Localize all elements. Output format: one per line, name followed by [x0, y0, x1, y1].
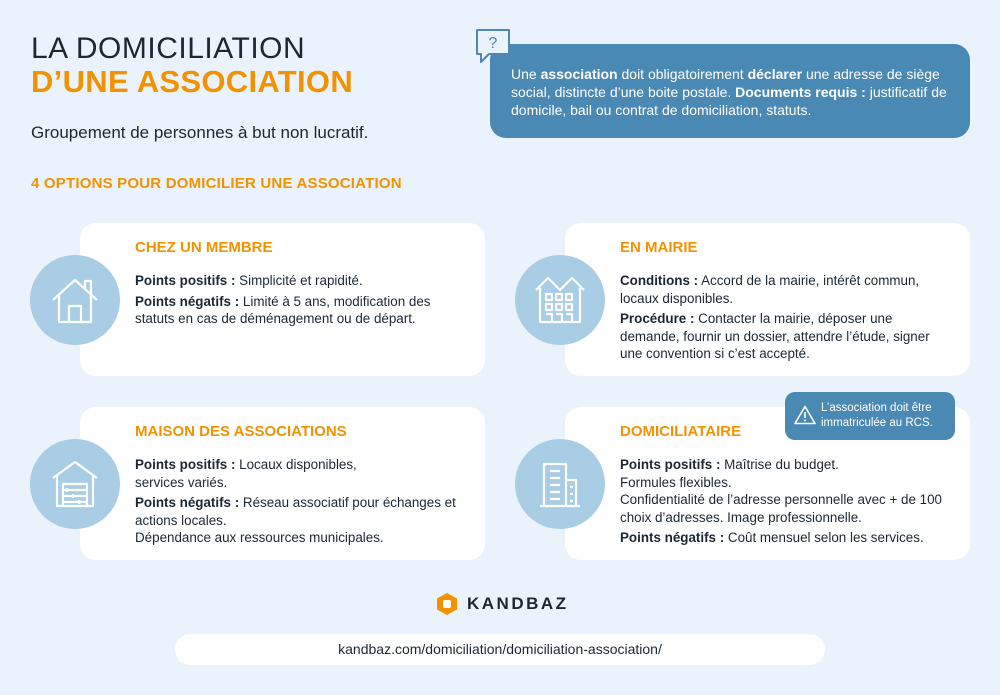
label-positive: Points positifs :: [135, 457, 236, 472]
office-building-icon: [532, 456, 588, 512]
label-negative: Points négatifs :: [135, 495, 240, 510]
warning-note: [785, 392, 955, 440]
label-positive: Points positifs :: [135, 273, 236, 288]
info-text: une adresse de siège social, distincte d’une boite postale.: [511, 66, 940, 100]
card-body: [135, 272, 470, 331]
text-positive: Locaux disponibles, services variés.: [135, 457, 357, 490]
text-procedure: Contacter la mairie, déposer une demande, fournir un dossier, attendre l’étude, signer une convention si c’est accepté.: [620, 311, 930, 361]
text-positive: Simplicité et rapidité.: [235, 273, 363, 288]
url-bar[interactable]: kandbaz.com/domiciliation/domiciliation-association/: [175, 634, 825, 665]
card-title: CHEZ UN MEMBRE: [135, 239, 273, 256]
logo-text: KANDBAZ: [467, 594, 569, 613]
label-negative: Points négatifs :: [620, 530, 725, 545]
label-negative: Points négatifs :: [135, 293, 240, 309]
text-positive: Maîtrise du budget.: [720, 457, 839, 472]
info-bold: Documents requis :: [735, 84, 866, 100]
label-conditions: Conditions :: [620, 273, 699, 288]
page-subtitle: Groupement de personnes à but non lucratif.: [31, 123, 369, 142]
text-negative-extra: Dépendance aux ressources municipales.: [135, 530, 384, 545]
icon-circle: [515, 439, 605, 529]
brand-logo: [435, 592, 569, 616]
text-negative: Limité à 5 ans, modification des statuts en cas de déménagement ou de départ.: [135, 293, 431, 326]
house-icon: [47, 272, 103, 328]
warning-text: L’association doit être immatriculée au RCS.: [821, 402, 933, 429]
info-text: justificatif de domicile, bail ou contrat de domiciliation, statuts.: [511, 84, 947, 118]
info-bold: association: [540, 66, 618, 82]
kandbaz-logo-icon: [435, 592, 459, 616]
icon-circle: [515, 255, 605, 345]
info-text: Une: [511, 66, 541, 82]
warehouse-icon: [47, 456, 103, 512]
text-conditions: Accord de la mairie, intérêt commun, locaux disponibles.: [620, 273, 920, 306]
info-bold: déclarer: [747, 66, 803, 82]
card-body: [135, 456, 465, 550]
page-title-line1: LA DOMICILIATION: [31, 32, 306, 65]
card-title: MAISON DES ASSOCIATIONS: [135, 423, 347, 440]
label-procedure: Procédure :: [620, 311, 695, 326]
card-body: [620, 456, 955, 550]
question-bubble-icon: [474, 28, 512, 64]
section-title: 4 OPTIONS POUR DOMICILIER UNE ASSOCIATION: [31, 175, 402, 192]
text-negative: Réseau associatif pour échanges et actions locales.: [135, 495, 456, 528]
text-positive-extra: Confidentialité de l’adresse personnelle avec + de 100 choix d’adresses. Image professionnelle.: [620, 492, 942, 525]
warning-icon: [794, 405, 816, 425]
text-negative: Coût mensuel selon les services.: [724, 530, 924, 545]
card-body: [620, 272, 955, 366]
text-positive-extra: Formules flexibles.: [620, 474, 732, 490]
svg-text:?: ?: [488, 35, 498, 52]
card-title: EN MAIRIE: [620, 239, 698, 256]
town-hall-icon: [530, 272, 590, 328]
info-box: [490, 44, 970, 138]
icon-circle: [30, 439, 120, 529]
info-text: doit obligatoirement: [617, 66, 748, 82]
page-title-line2: D’UNE ASSOCIATION: [31, 64, 354, 99]
label-positive: Points positifs :: [620, 457, 721, 472]
icon-circle: [30, 255, 120, 345]
card-title: DOMICILIATAIRE: [620, 423, 742, 440]
